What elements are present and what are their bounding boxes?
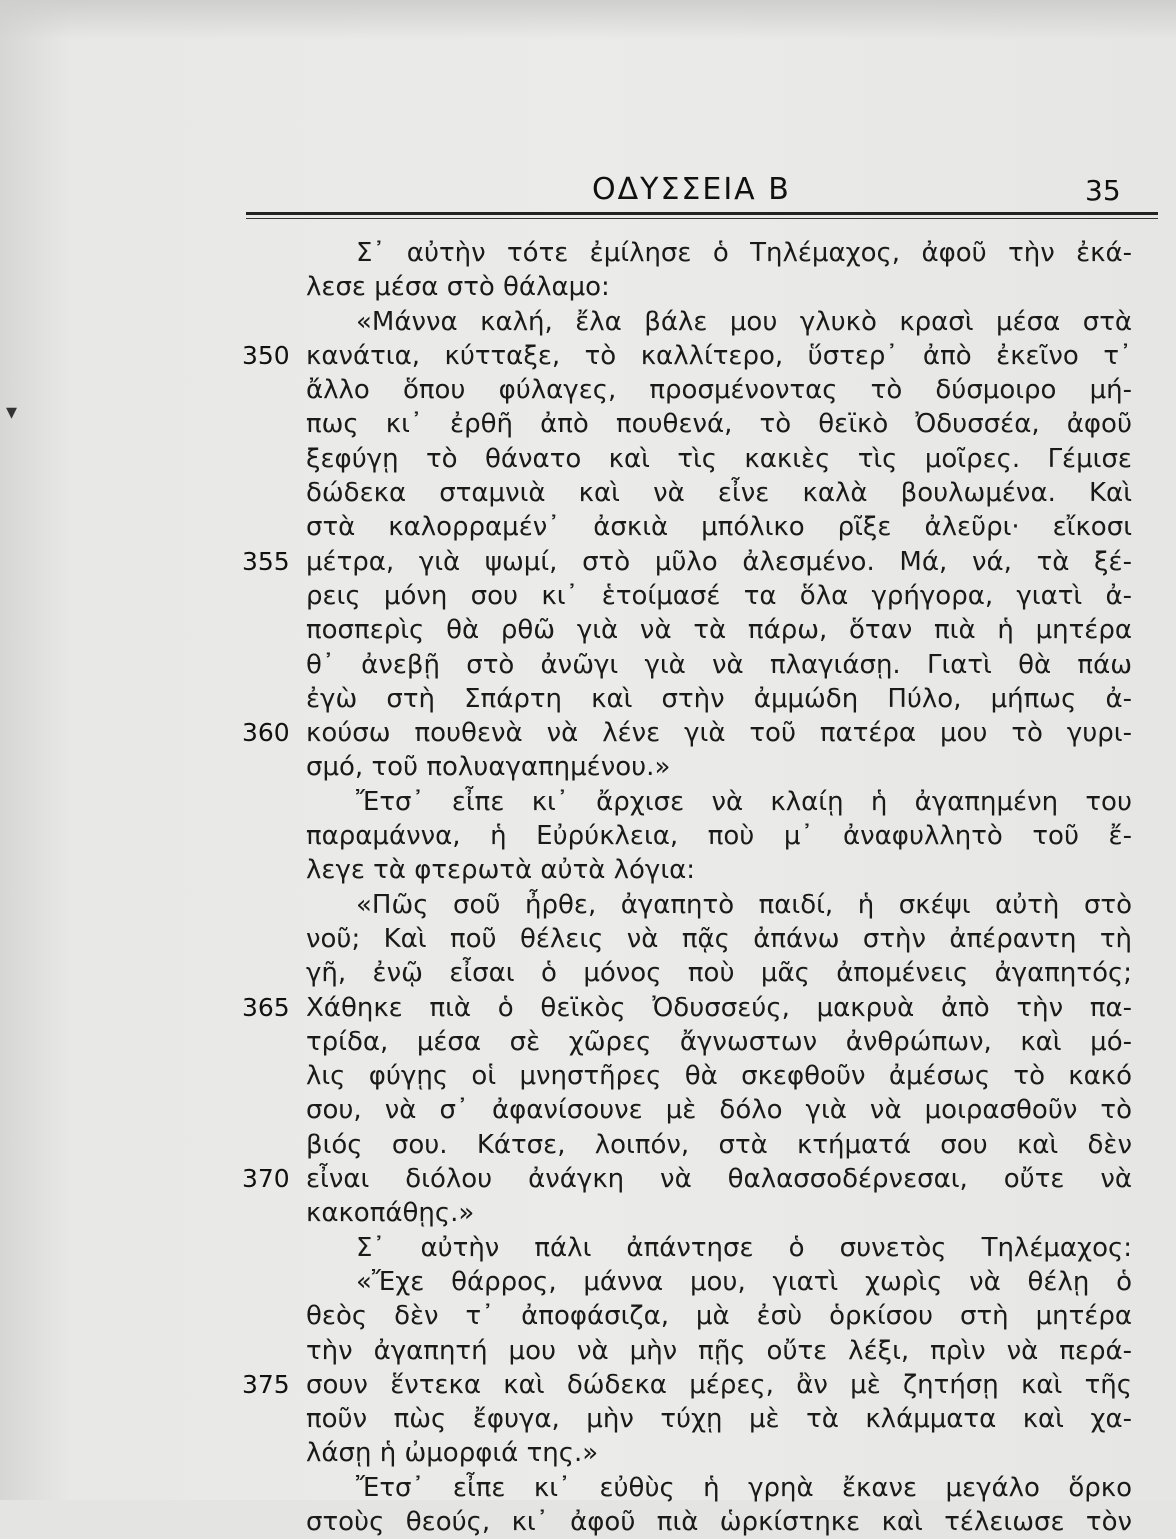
running-header-title: ΟΔΥΣΣΕΙΑ Β bbox=[592, 172, 791, 207]
line-text: σου, νὰ σ᾿ ἀφανίσουνε μὲ δόλο γιὰ νὰ μοιρασθοῦν τὸ bbox=[306, 1095, 1132, 1126]
text-line bbox=[0, 991, 1176, 1025]
text-line bbox=[0, 1059, 1176, 1093]
text-line bbox=[0, 1265, 1176, 1299]
line-text: βιός σου. Κάτσε, λοιπόν, στὰ κτήματά σου καὶ δὲν bbox=[306, 1129, 1132, 1160]
text-line bbox=[0, 1162, 1176, 1196]
text-line bbox=[0, 1093, 1176, 1127]
line-text: λάσῃ ἡ ὠμορφιά της.» bbox=[306, 1438, 599, 1469]
line-text: κακοπάθῃς.» bbox=[306, 1198, 475, 1229]
text-line bbox=[0, 270, 1176, 304]
text-line bbox=[0, 545, 1176, 579]
line-number: 365 bbox=[242, 992, 290, 1022]
text-line bbox=[0, 476, 1176, 510]
line-text: ποσπερὶς θὰ ρθῶ γιὰ νὰ τὰ πάρω, ὅταν πιὰ ἡ μητέρα bbox=[306, 615, 1132, 646]
line-text: ρεις μόνη σου κι᾿ ἑτοίμασέ τα ὅλα γρήγορα, γιατὶ ἀ- bbox=[306, 580, 1132, 611]
line-text: Σ᾿ αὐτὴν πάλι ἀπάντησε ὁ συνετὸς Τηλέμαχος: bbox=[356, 1232, 1132, 1263]
text-line bbox=[0, 510, 1176, 544]
line-text: παραμάννα, ἡ Εὐρύκλεια, ποὺ μ᾿ ἀναφυλλητὸ τοῦ ἔ- bbox=[306, 821, 1132, 852]
line-text: τρίδα, μέσα σὲ χῶρες ἄγνωστων ἀνθρώπων, καὶ μό- bbox=[306, 1026, 1132, 1057]
page-edge-shadow bbox=[0, 0, 1176, 40]
line-text: τὴν ἀγαπητή μου νὰ μὴν πῇς οὔτε λέξι, πρὶν νὰ περά- bbox=[306, 1335, 1132, 1366]
text-line bbox=[0, 339, 1176, 373]
header-rule-thin bbox=[246, 218, 1158, 219]
text-line bbox=[0, 1334, 1176, 1368]
header-rule bbox=[246, 212, 1158, 215]
text-line bbox=[0, 819, 1176, 853]
line-text: Σ᾿ αὐτὴν τότε ἐμίλησε ὁ Τηλέμαχος, ἀφοῦ τὴν ἐκά- bbox=[356, 238, 1132, 268]
text-line bbox=[0, 1505, 1176, 1539]
text-line bbox=[0, 1231, 1176, 1265]
text-line bbox=[0, 1025, 1176, 1059]
line-text: εἶναι διόλου ἀνάγκη νὰ θαλασσοδέρνεσαι, οὔτε νὰ bbox=[306, 1164, 1132, 1195]
line-text: Χάθηκε πιὰ ὁ θεϊκὸς Ὀδυσσεύς, μακρυὰ ἀπὸ τὴν πα- bbox=[306, 992, 1132, 1023]
text-line bbox=[0, 1128, 1176, 1162]
line-number: 360 bbox=[242, 718, 290, 748]
line-text: λεγε τὰ φτερωτὰ αὐτὰ λόγια: bbox=[306, 855, 696, 886]
line-text: στοὺς θεούς, κι᾿ ἀφοῦ πιὰ ὡρκίστηκε καὶ τέλειωσε τὸν bbox=[306, 1506, 1132, 1537]
text-line bbox=[0, 922, 1176, 956]
text-line bbox=[0, 682, 1176, 716]
line-text: λεσε μέσα στὸ θάλαμο: bbox=[306, 272, 610, 303]
line-text: λις φύγῃς οἱ μνηστῆρες θὰ σκεφθοῦν ἀμέσως τὸ κακό bbox=[306, 1061, 1132, 1092]
line-text: «Ἔχε θάρρος, μάννα μου, γιατὶ χωρὶς νὰ θέλῃ ὁ bbox=[356, 1266, 1132, 1297]
text-line bbox=[0, 407, 1176, 441]
text-line bbox=[0, 1196, 1176, 1230]
line-text: ξεφύγῃ τὸ θάνατο καὶ τὶς κακιὲς τὶς μοῖρες. Γέμισε bbox=[306, 443, 1132, 474]
line-text: νοῦ; Καὶ ποῦ θέλεις νὰ πᾷς ἀπάνω στὴν ἀπέραντη τὴ bbox=[306, 923, 1132, 954]
text-line bbox=[0, 1299, 1176, 1333]
line-text: ἐγὼ στὴ Σπάρτη καὶ στὴν ἀμμώδη Πύλο, μήπως ἀ- bbox=[306, 683, 1132, 714]
text-line bbox=[0, 853, 1176, 887]
margin-mark: ▾ bbox=[6, 400, 18, 425]
line-text: σουν ἕντεκα καὶ δώδεκα μέρες, ἂν μὲ ζητήσῃ καὶ τῆς bbox=[306, 1369, 1132, 1400]
line-text: ποῦν πὼς ἔφυγα, μὴν τύχῃ μὲ τὰ κλάμματα καὶ χα- bbox=[306, 1404, 1132, 1435]
text-line bbox=[0, 1368, 1176, 1402]
line-text: «Μάννα καλή, ἔλα βάλε μου γλυκὸ κρασὶ μέσα στὰ bbox=[356, 306, 1132, 337]
line-text: Ἔτσ᾿ εἶπε κι᾿ εὐθὺς ἡ γρηὰ ἔκανε μεγάλο ὅρκο bbox=[356, 1472, 1132, 1503]
text-line bbox=[0, 785, 1176, 819]
text-line bbox=[0, 305, 1176, 339]
line-text: ἄλλο ὅπου φύλαγες, προσμένοντας τὸ δύσμοιρο μή- bbox=[306, 375, 1132, 406]
text-line bbox=[0, 648, 1176, 682]
line-text: «Πῶς σοῦ ἦρθε, ἀγαπητὸ παιδί, ἡ σκέψι αὐτὴ στὸ bbox=[356, 889, 1132, 920]
line-text: Ἔτσ᾿ εἶπε κι᾿ ἄρχισε νὰ κλαίῃ ἡ ἀγαπημένη του bbox=[356, 786, 1132, 817]
line-number: 355 bbox=[242, 546, 290, 576]
line-text: πως κι᾿ ἐρθῆ ἀπὸ πουθενά, τὸ θεϊκὸ Ὀδυσσέα, ἀφοῦ bbox=[306, 409, 1132, 440]
line-text: δώδεκα σταμνιὰ καὶ νὰ εἶνε καλὰ βουλωμένα. Καὶ bbox=[306, 478, 1132, 509]
line-text: μέτρα, γιὰ ψωμί, στὸ μῦλο ἀλεσμένο. Μά, νά, τὰ ξέ- bbox=[306, 546, 1132, 577]
text-line bbox=[0, 613, 1176, 647]
text-line bbox=[0, 956, 1176, 990]
line-number: 375 bbox=[242, 1369, 290, 1399]
text-line bbox=[0, 236, 1176, 270]
poem-text-block bbox=[0, 236, 1176, 1539]
line-text: στὰ καλορραμέν᾿ ἀσκιὰ μπόλικο ρῖξε ἀλεῦρι· εἴκοσι bbox=[306, 512, 1132, 543]
line-text: γῆ, ἐνῷ εἶσαι ὁ μόνος ποὺ μᾶς ἀπομένεις ἀγαπητός; bbox=[306, 958, 1132, 989]
line-text: κούσω πουθενὰ νὰ λένε γιὰ τοῦ πατέρα μου τὸ γυρι- bbox=[306, 718, 1132, 749]
line-number: 350 bbox=[242, 340, 290, 370]
text-line bbox=[0, 1402, 1176, 1436]
page-number: 35 bbox=[1085, 174, 1121, 207]
line-text: κανάτια, κύτταξε, τὸ καλλίτερο, ὕστερ᾿ ἀπὸ ἐκεῖνο τ᾿ bbox=[306, 340, 1132, 371]
text-line bbox=[0, 579, 1176, 613]
text-line bbox=[0, 888, 1176, 922]
text-line bbox=[0, 750, 1176, 784]
line-text: θεὸς δὲν τ᾿ ἀποφάσιζα, μὰ ἐσὺ ὁρκίσου στὴ μητέρα bbox=[306, 1301, 1132, 1332]
text-line bbox=[0, 442, 1176, 476]
line-text: θ᾿ ἀνεβῇ στὸ ἀνῶγι γιὰ νὰ πλαγιάσῃ. Γιατὶ θὰ πάω bbox=[306, 649, 1132, 680]
line-text: σμό, τοῦ πολυαγαπημένου.» bbox=[306, 752, 671, 783]
line-number: 370 bbox=[242, 1164, 290, 1194]
text-line bbox=[0, 716, 1176, 750]
text-line bbox=[0, 373, 1176, 407]
text-line bbox=[0, 1436, 1176, 1470]
